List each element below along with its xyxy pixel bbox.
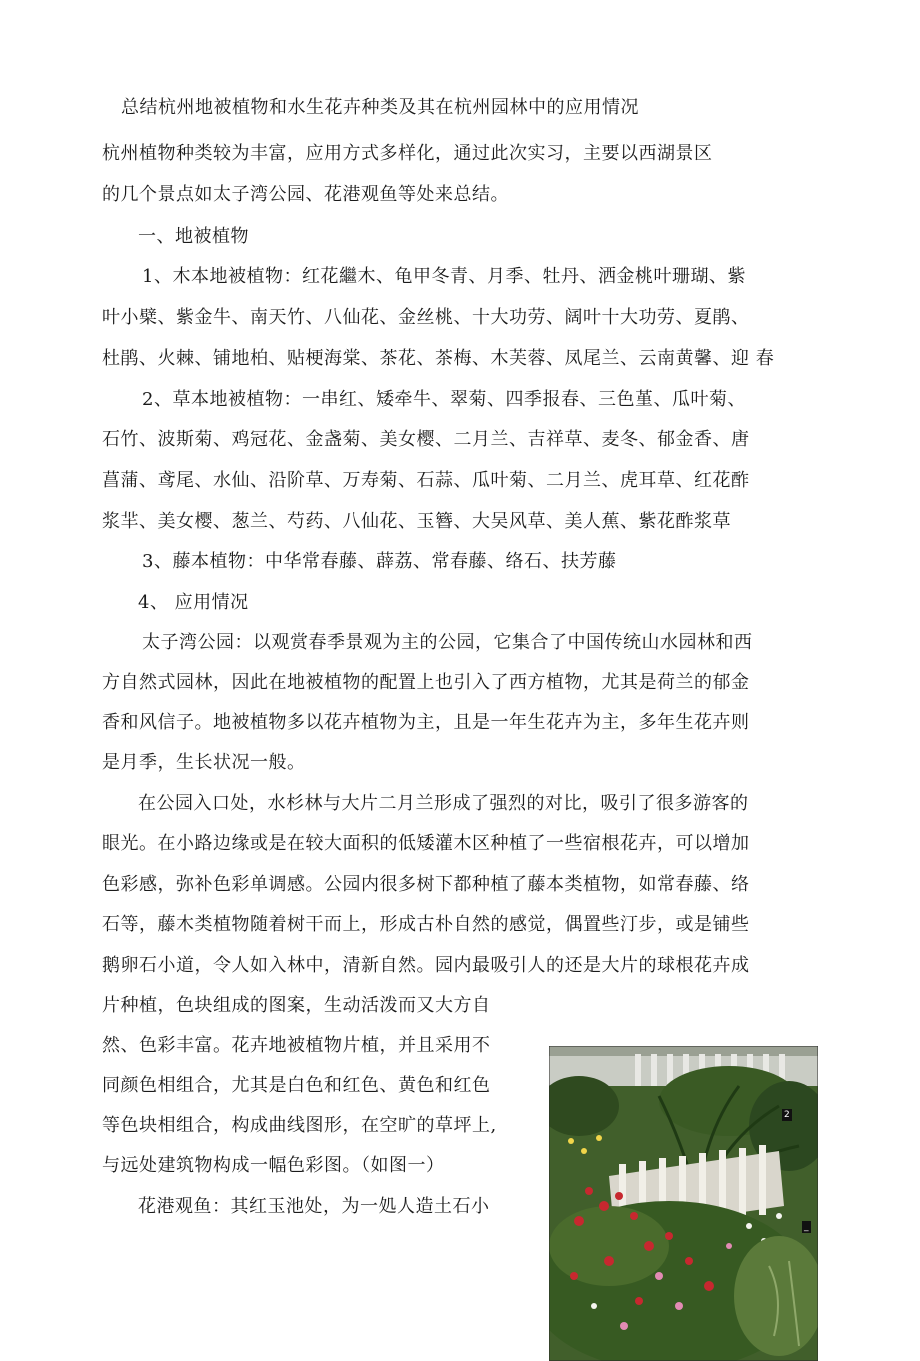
entrance-line-9: 等色块相组合，构成曲线图形，在空旷的草坪上, <box>102 1115 497 1136</box>
photo-marker-number: 2 <box>784 1110 790 1120</box>
section-heading-ground-cover: 一、地被植物 <box>138 226 249 247</box>
photo-marker-dash: _ <box>804 1222 809 1232</box>
entrance-line-1: 在公园入口处，水杉林与大片二月兰形成了强烈的对比，吸引了很多游客的 <box>138 793 749 814</box>
woody-list-line-1: 1、木本地被植物：红花繼木、龟甲冬青、月季、牡丹、洒金桃叶珊瑚、紫 <box>142 266 746 287</box>
garden-photo-illustration <box>549 1046 818 1361</box>
herbaceous-list-line-2: 石竹、波斯菊、鸡冠花、金盏菊、美女樱、二月兰、吉祥草、麦冬、郁金香、唐 <box>102 429 750 450</box>
woody-list-line-2: 叶小檗、紫金牛、南天竹、八仙花、金丝桃、十大功劳、阔叶十大功劳、夏鹃、 <box>102 307 750 328</box>
taiziwan-line-2: 方自然式园林，因此在地被植物的配置上也引入了西方植物，尤其是荷兰的郁金 <box>102 672 750 693</box>
entrance-line-6: 片种植，色块组成的图案，生动活泼而又大方自 <box>102 995 491 1016</box>
taiziwan-line-4: 是月季，生长状况一般。 <box>102 752 306 773</box>
intro-line-1: 杭州植物种类较为丰富，应用方式多样化，通过此次实习，主要以西湖景区 <box>102 143 713 164</box>
taiziwan-line-1: 太子湾公园：以观赏春季景观为主的公园，它集合了中国传统山水园林和西 <box>142 632 753 653</box>
entrance-line-5: 鹅卵石小道，令人如入林中，清新自然。园内最吸引人的还是大片的球根花卉成 <box>102 955 750 976</box>
herbaceous-list-line-1: 2、草本地被植物：一串红、矮牵牛、翠菊、四季报春、三色堇、瓜叶菊、 <box>142 389 746 410</box>
herbaceous-list-line-3: 菖蒲、鸢尾、水仙、沿阶草、万寿菊、石蒜、瓜叶菊、二月兰、虎耳草、红花酢 <box>102 470 750 491</box>
woody-list-line-3: 杜鹃、火棘、铺地柏、贴梗海棠、茶花、茶梅、木芙蓉、凤尾兰、云南黄馨、迎 春 <box>102 348 775 369</box>
entrance-line-10: 与远处建筑物构成一幅色彩图。（如图一） <box>102 1155 445 1176</box>
entrance-line-7: 然、色彩丰富。花卉地被植物片植，并且采用不 <box>102 1035 491 1056</box>
entrance-line-3: 色彩感，弥补色彩单调感。公园内很多树下都种植了藤本类植物，如常春藤、络 <box>102 874 750 895</box>
vines-list: 3、藤本植物：中华常春藤、薜荔、常春藤、络石、扶芳藤 <box>142 551 617 572</box>
taiziwan-line-3: 香和风信子。地被植物多以花卉植物为主，且是一年生花卉为主，多年生花卉则 <box>102 712 750 733</box>
entrance-line-2: 眼光。在小路边缘或是在较大面积的低矮灌木区种植了一些宿根花卉，可以增加 <box>102 833 750 854</box>
entrance-line-4: 石等，藤木类植物随着树干而上，形成古朴自然的感觉，偶置些汀步，或是铺些 <box>102 914 750 935</box>
application-heading: 4、 应用情况 <box>138 592 249 613</box>
entrance-line-8: 同颜色相组合，尤其是白色和红色、黄色和红色 <box>102 1075 491 1096</box>
intro-line-2: 的几个景点如太子湾公园、花港观鱼等处来总结。 <box>102 184 509 205</box>
document-title: 总结杭州地被植物和水生花卉种类及其在杭州园林中的应用情况 <box>121 97 639 118</box>
huagang-line-1: 花港观鱼：其红玉池处，为一処人造土石小 <box>138 1196 490 1217</box>
garden-photo <box>549 1046 818 1361</box>
herbaceous-list-line-4: 浆羋、美女樱、葱兰、芍药、八仙花、玉簪、大吴风草、美人蕉、紫花酢浆草 <box>102 511 731 532</box>
